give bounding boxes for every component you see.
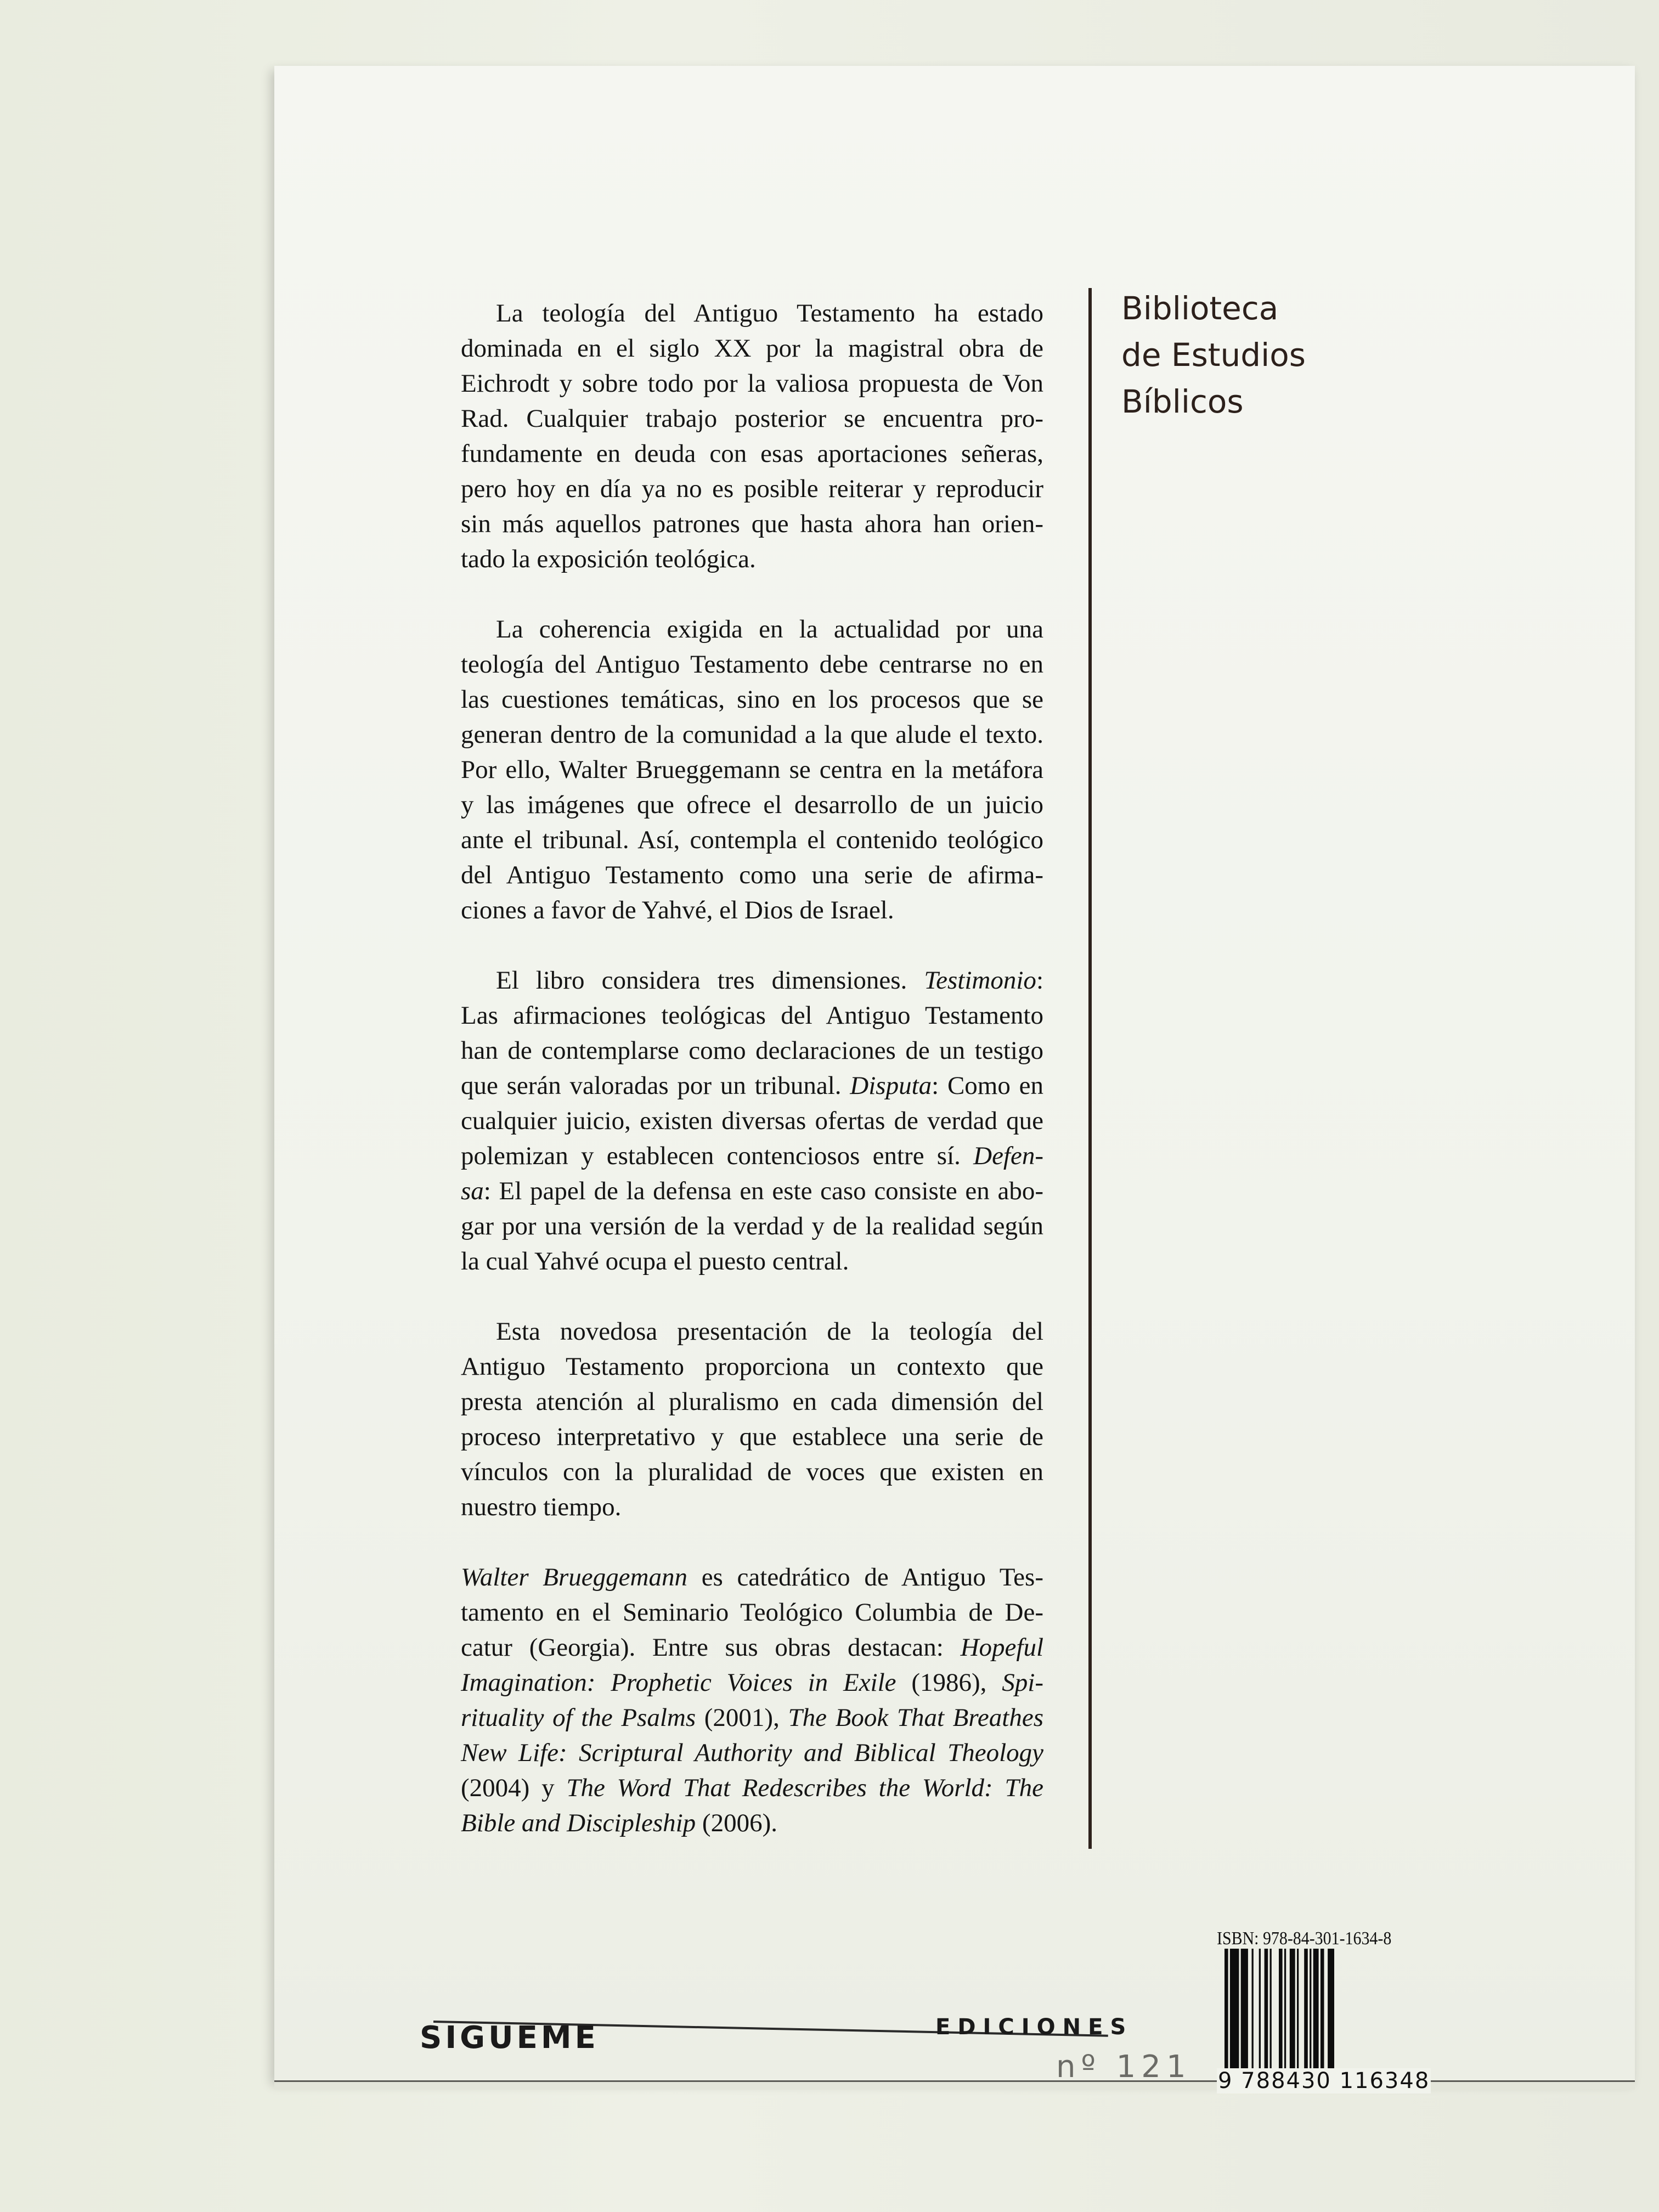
- text-segment: sin más aquellos patrones que hasta ahora han orien-: [461, 510, 1043, 538]
- barcode-bar: [1265, 1949, 1268, 2075]
- italic-text: The Word That Redescribes the World: The: [566, 1774, 1043, 1802]
- text-segment: presta atención al pluralismo en cada dimensión del: [461, 1387, 1043, 1416]
- barcode-bar: [1270, 1949, 1272, 2075]
- italic-text: Imagination: Prophetic Voices in Exile: [461, 1668, 896, 1697]
- publisher-label: EDICIONES: [935, 2015, 1133, 2040]
- text-line: [461, 436, 1043, 471]
- text-line: [461, 1173, 1043, 1209]
- text-line: [461, 1595, 1043, 1630]
- text-segment: proceso interpretativo y que establece una serie de: [461, 1423, 1043, 1451]
- vertical-divider: [1088, 288, 1092, 1849]
- text-segment: la cual Yahvé ocupa el puesto central.: [461, 1247, 849, 1276]
- text-segment: tado la exposición teológica.: [461, 545, 756, 573]
- text-line: [461, 1103, 1043, 1138]
- text-segment: generan dentro de la comunidad a la que alude el texto.: [461, 720, 1043, 749]
- text-line: [461, 1560, 1043, 1595]
- text-segment: : El papel de la defensa en este caso consiste en abo-: [483, 1177, 1043, 1205]
- text-line: [461, 612, 1043, 647]
- text-segment: El libro considera tres dimensiones.: [496, 966, 924, 995]
- text-segment: teología del Antiguo Testamento debe centrarse no en: [461, 650, 1043, 679]
- text-segment: Rad. Cualquier trabajo posterior se encuentra pro-: [461, 404, 1043, 433]
- text-line: [461, 998, 1043, 1033]
- text-line: [461, 1770, 1043, 1805]
- text-segment: Las afirmaciones teológicas del Antiguo Testamento: [461, 1001, 1043, 1030]
- text-line: [461, 1630, 1043, 1665]
- text-line: [461, 893, 1043, 928]
- barcode-bar: [1304, 1949, 1308, 2075]
- text-line: [461, 1244, 1043, 1279]
- text-line: [461, 1384, 1043, 1419]
- text-segment: polemizan y establecen contenciosos entre sí.: [461, 1142, 974, 1170]
- text-line: [461, 506, 1043, 541]
- barcode-bar: [1328, 1949, 1334, 2075]
- text-line: [461, 1033, 1043, 1068]
- series-title-line: Biblioteca: [1121, 290, 1279, 327]
- italic-text: The Book That Breathes: [788, 1703, 1043, 1732]
- text-segment: catur (Georgia). Entre sus obras destacan:: [461, 1633, 961, 1662]
- text-segment: gar por una versión de la verdad y de la realidad según: [461, 1212, 1043, 1240]
- author-bio: [461, 1560, 1043, 1841]
- text-line: [461, 296, 1043, 331]
- text-line: [461, 1489, 1043, 1525]
- series-number: nº 121: [1056, 2049, 1192, 2085]
- blurb-paragraph: [461, 963, 1043, 1279]
- barcode-bar: [1279, 1949, 1283, 2075]
- text-segment: fundamente en deuda con esas aportaciones señeras,: [461, 439, 1043, 468]
- text-line: [461, 1314, 1043, 1349]
- text-segment: es catedrático de Antiguo Tes-: [687, 1563, 1043, 1592]
- publisher-logo: SIGUEME: [420, 2020, 599, 2056]
- text-segment: (2001),: [696, 1703, 788, 1732]
- text-line: [461, 366, 1043, 401]
- text-line: [461, 963, 1043, 998]
- text-line: [461, 717, 1043, 752]
- series-title-line: Bíblicos: [1121, 383, 1244, 420]
- text-segment: Antiguo Testamento proporciona un contexto que: [461, 1352, 1043, 1381]
- text-segment: cualquier juicio, existen diversas ofertas de verdad que: [461, 1107, 1043, 1135]
- italic-text: Bible and Discipleship: [461, 1809, 696, 1837]
- text-line: [461, 682, 1043, 717]
- text-line: [461, 1700, 1043, 1735]
- text-line: [461, 1419, 1043, 1454]
- text-segment: (1986),: [896, 1668, 1002, 1697]
- text-segment: ante el tribunal. Así, contempla el contenido teológico: [461, 826, 1043, 854]
- text-segment: (2006).: [696, 1809, 777, 1837]
- barcode-bar: [1241, 1949, 1248, 2075]
- text-segment: Esta novedosa presentación de la teología del: [496, 1317, 1043, 1346]
- text-line: [461, 752, 1043, 787]
- italic-text: Defen-: [973, 1142, 1043, 1170]
- italic-text: Testimonio: [924, 966, 1036, 995]
- italic-text: sa: [461, 1177, 484, 1205]
- text-segment: La coherencia exigida en la actualidad por una: [496, 615, 1043, 644]
- text-segment: dominada en el siglo XX por la magistral obra de: [461, 334, 1043, 363]
- blurb-text: [461, 296, 1043, 1876]
- text-segment: Por ello, Walter Brueggemann se centra en la metáfora: [461, 755, 1043, 784]
- barcode-bar: [1310, 1949, 1311, 2075]
- italic-text: rituality of the Psalms: [461, 1703, 696, 1732]
- text-segment: :: [1036, 966, 1043, 995]
- text-line: [461, 1735, 1043, 1770]
- text-line: [461, 1209, 1043, 1244]
- barcode-bar: [1259, 1949, 1261, 2075]
- series-title-line: de Estudios: [1121, 336, 1306, 374]
- italic-text: Hopeful: [960, 1633, 1043, 1662]
- barcode-bar: [1230, 1949, 1239, 2075]
- text-segment: que serán valoradas por un tribunal.: [461, 1071, 850, 1100]
- text-segment: vínculos con la pluralidad de voces que existen en: [461, 1458, 1043, 1486]
- text-segment: ciones a favor de Yahvé, el Dios de Israel.: [461, 896, 894, 924]
- text-line: [461, 1349, 1043, 1384]
- italic-text: Disputa: [850, 1071, 932, 1100]
- text-line: [461, 1138, 1043, 1173]
- text-line: [461, 1665, 1043, 1700]
- text-line: [461, 1068, 1043, 1103]
- barcode-bar: [1290, 1949, 1295, 2075]
- text-line: [461, 331, 1043, 366]
- barcode-bar: [1313, 1949, 1319, 2075]
- text-segment: La teología del Antiguo Testamento ha estado: [496, 299, 1043, 328]
- blurb-paragraph: [461, 1314, 1043, 1525]
- italic-text: Walter Brueggemann: [461, 1563, 687, 1592]
- text-segment: : Como en: [932, 1071, 1043, 1100]
- text-line: [461, 471, 1043, 506]
- text-segment: (2004) y: [461, 1774, 567, 1802]
- text-segment: pero hoy en día ya no es posible reiterar y reproducir: [461, 475, 1043, 503]
- text-line: [461, 1454, 1043, 1489]
- text-line: [461, 1805, 1043, 1841]
- text-segment: Eichrodt y sobre todo por la valiosa propuesta de Von: [461, 369, 1043, 398]
- text-line: [461, 857, 1043, 893]
- italic-text: New Life: Scriptural Authority and Biblical Theology: [461, 1739, 1043, 1767]
- text-segment: y las imágenes que ofrece el desarrollo de un juicio: [461, 791, 1043, 819]
- text-line: [461, 541, 1043, 577]
- barcode-digits: 9 788430 116348: [1218, 2068, 1430, 2094]
- text-line: [461, 401, 1043, 436]
- text-segment: nuestro tiempo.: [461, 1493, 622, 1521]
- italic-text: Spi-: [1002, 1668, 1043, 1697]
- barcode-bar: [1321, 1949, 1324, 2075]
- blurb-paragraph: [461, 612, 1043, 928]
- text-line: [461, 822, 1043, 857]
- barcode-bar: [1297, 1949, 1299, 2075]
- text-line: [461, 647, 1043, 682]
- blurb-paragraph: [461, 296, 1043, 577]
- text-segment: han de contemplarse como declaraciones de un testigo: [461, 1036, 1043, 1065]
- series-title: [1121, 285, 1306, 425]
- barcode: [1224, 1949, 1334, 2075]
- barcode-bar: [1224, 1949, 1228, 2075]
- text-segment: tamento en el Seminario Teológico Columbia de De-: [461, 1598, 1043, 1627]
- text-segment: del Antiguo Testamento como una serie de afirma-: [461, 861, 1043, 889]
- barcode-bar: [1284, 1949, 1286, 2075]
- text-segment: las cuestiones temáticas, sino en los procesos que se: [461, 685, 1043, 714]
- barcode-bar: [1252, 1949, 1254, 2075]
- isbn-label: ISBN: 978-84-301-1634-8: [1217, 1928, 1392, 1949]
- text-line: [461, 787, 1043, 822]
